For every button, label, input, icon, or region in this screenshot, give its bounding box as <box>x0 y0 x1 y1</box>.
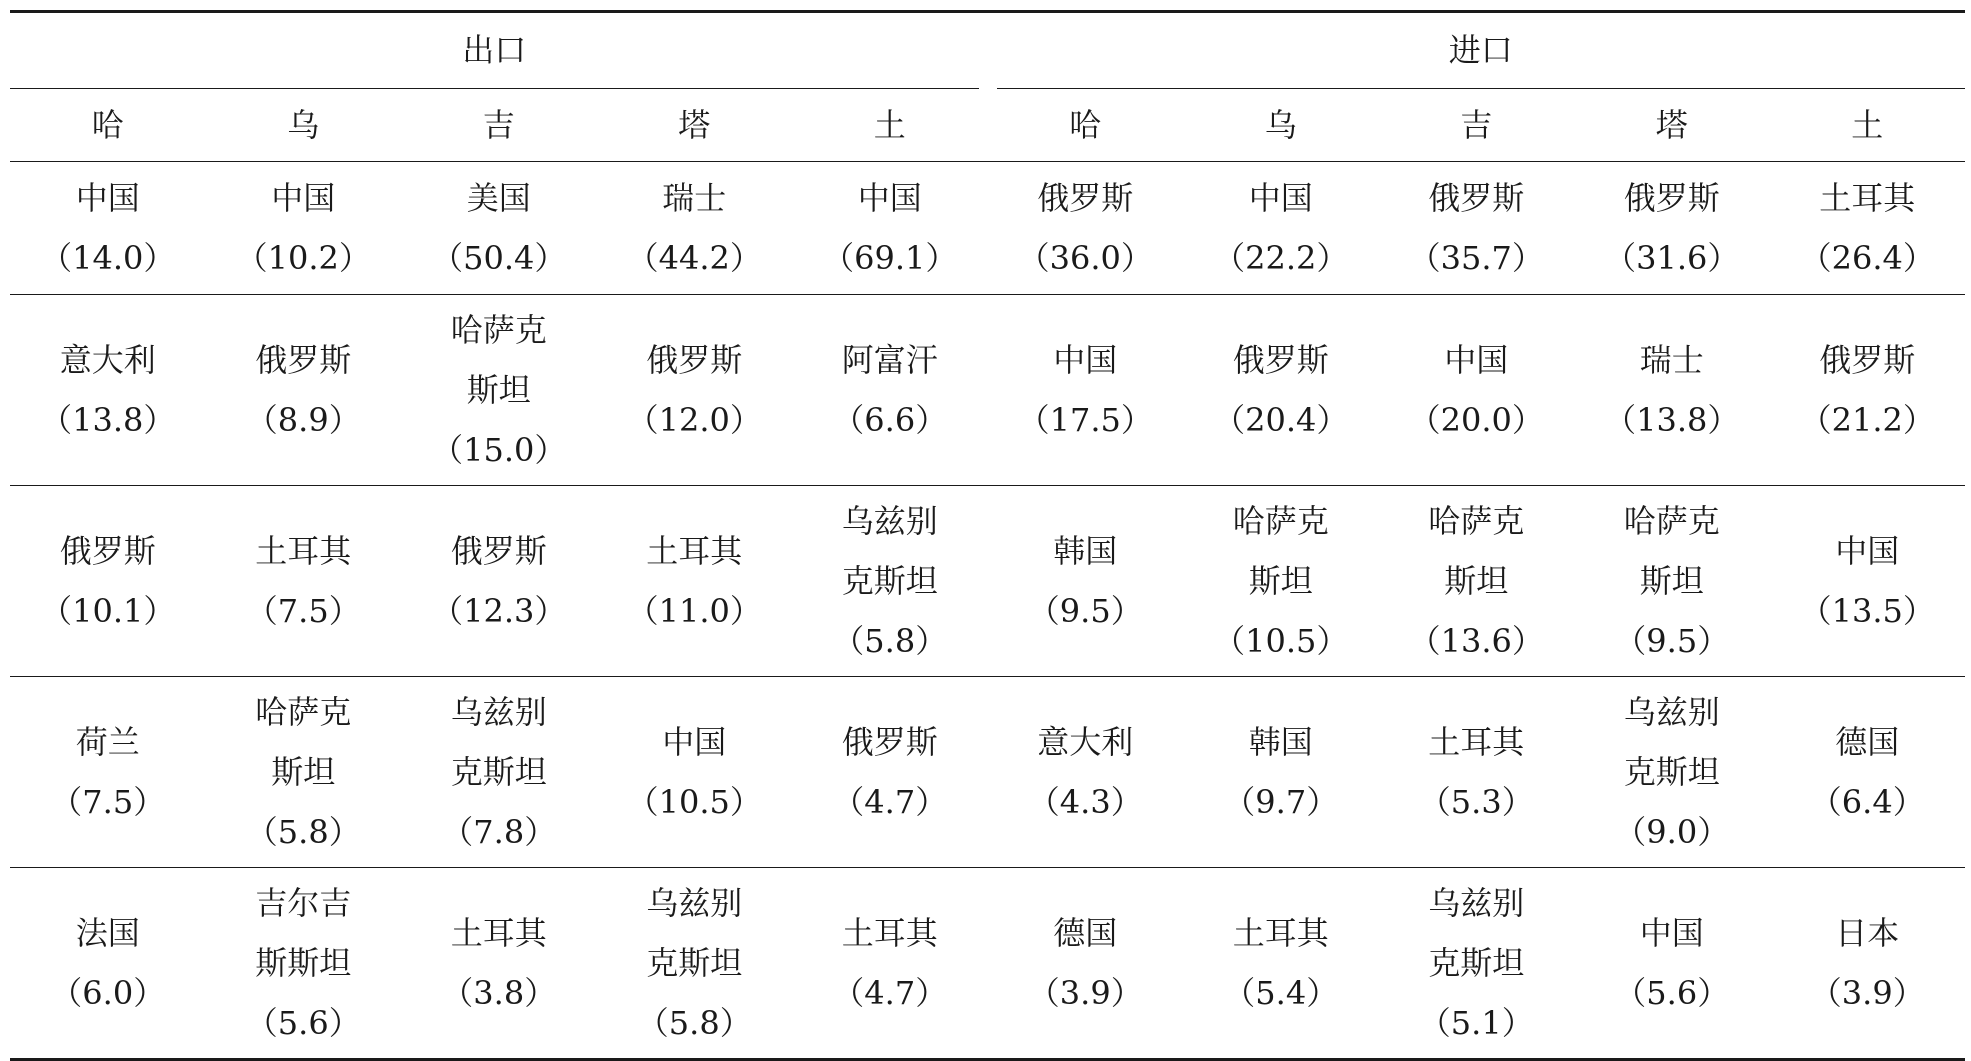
partner-country: 瑞士 <box>662 179 727 217</box>
share-value: （10.1） <box>40 592 176 630</box>
table-cell <box>206 295 402 486</box>
partner-country: 日本 <box>1835 914 1900 952</box>
partner-country: 土耳其 <box>255 532 352 570</box>
table-cell <box>1770 677 1966 868</box>
partner-country: 中国 <box>857 179 922 217</box>
share-value: （22.2） <box>1213 239 1349 277</box>
share-value: （44.2） <box>626 239 762 277</box>
column-header: 吉 <box>401 89 597 162</box>
share-value: （5.6） <box>1614 974 1730 1012</box>
share-value: （11.0） <box>626 592 762 630</box>
column-header: 哈 <box>988 89 1184 162</box>
partner-country: 阿富汗 <box>841 341 938 379</box>
table-cell <box>1574 677 1770 868</box>
country-header-row <box>10 89 1965 162</box>
table-row <box>10 486 1965 677</box>
share-value: （4.7） <box>832 783 948 821</box>
partner-country: 美国 <box>466 179 531 217</box>
table-cell <box>401 677 597 868</box>
table-row <box>10 868 1965 1060</box>
table-cell <box>10 162 206 295</box>
share-value: （5.8） <box>245 813 361 851</box>
partner-country: 德国 <box>1053 914 1118 952</box>
partner-country: 土耳其 <box>841 914 938 952</box>
table-cell <box>792 868 988 1060</box>
share-value: （10.5） <box>626 783 762 821</box>
share-value: （5.4） <box>1223 974 1339 1012</box>
table-cell <box>988 677 1184 868</box>
table-row <box>10 677 1965 868</box>
partner-country: 乌兹别 克斯坦 <box>450 693 547 791</box>
share-value: （13.8） <box>40 401 176 439</box>
share-value: （6.6） <box>832 401 948 439</box>
share-value: （17.5） <box>1017 401 1153 439</box>
share-value: （5.8） <box>636 1004 752 1042</box>
table-cell <box>597 295 793 486</box>
share-value: （13.5） <box>1799 592 1935 630</box>
share-value: （9.5） <box>1027 592 1143 630</box>
table-cell <box>206 868 402 1060</box>
share-value: （4.3） <box>1027 783 1143 821</box>
partner-country: 俄罗斯 <box>59 532 156 570</box>
share-value: （5.3） <box>1418 783 1534 821</box>
table-cell <box>1770 295 1966 486</box>
share-value: （26.4） <box>1799 239 1935 277</box>
table-cell <box>792 162 988 295</box>
share-value: （20.4） <box>1213 401 1349 439</box>
table-cell <box>1770 162 1966 295</box>
share-value: （9.0） <box>1614 813 1730 851</box>
table-row <box>10 162 1965 295</box>
table-cell <box>10 486 206 677</box>
share-value: （13.6） <box>1408 622 1544 660</box>
group-header-row <box>10 12 1965 90</box>
partner-country: 中国 <box>1248 179 1313 217</box>
column-header: 吉 <box>1379 89 1575 162</box>
share-value: （5.1） <box>1418 1004 1534 1042</box>
partner-country: 哈萨克 斯坦 <box>1428 502 1525 600</box>
table-cell <box>401 486 597 677</box>
table-cell <box>1183 868 1379 1060</box>
share-value: （15.0） <box>431 431 567 469</box>
table-cell <box>597 868 793 1060</box>
partner-country: 中国 <box>662 723 727 761</box>
table-cell <box>401 162 597 295</box>
table-cell <box>1574 486 1770 677</box>
table-cell <box>10 295 206 486</box>
column-header: 乌 <box>1183 89 1379 162</box>
table-cell <box>988 295 1184 486</box>
table-cell <box>1379 486 1575 677</box>
partner-country: 俄罗斯 <box>1037 179 1134 217</box>
column-header: 乌 <box>206 89 402 162</box>
column-header: 土 <box>792 89 988 162</box>
partner-country: 中国 <box>1053 341 1118 379</box>
table-cell <box>1379 677 1575 868</box>
table-body <box>10 162 1965 1060</box>
share-value: （12.3） <box>431 592 567 630</box>
partner-country: 中国 <box>1444 341 1509 379</box>
share-value: （7.5） <box>245 592 361 630</box>
partner-country: 土耳其 <box>1232 914 1329 952</box>
share-value: （9.7） <box>1223 783 1339 821</box>
share-value: （7.5） <box>50 783 166 821</box>
partner-country: 土耳其 <box>1819 179 1916 217</box>
share-value: （5.8） <box>832 622 948 660</box>
table-cell <box>1183 295 1379 486</box>
share-value: （3.9） <box>1809 974 1925 1012</box>
share-value: （31.6） <box>1604 239 1740 277</box>
partner-country: 乌兹别 克斯坦 <box>841 502 938 600</box>
table-cell <box>792 677 988 868</box>
table-cell <box>401 868 597 1060</box>
share-value: （20.0） <box>1408 401 1544 439</box>
table-cell <box>206 677 402 868</box>
share-value: （8.9） <box>245 401 361 439</box>
table-cell <box>1183 486 1379 677</box>
share-value: （6.4） <box>1809 783 1925 821</box>
table-cell <box>988 162 1184 295</box>
partner-country: 中国 <box>1639 914 1704 952</box>
table-cell <box>988 868 1184 1060</box>
share-value: （9.5） <box>1614 622 1730 660</box>
share-value: （5.6） <box>245 1004 361 1042</box>
table-cell <box>597 677 793 868</box>
table-cell <box>1183 162 1379 295</box>
partner-country: 土耳其 <box>1428 723 1525 761</box>
share-value: （21.2） <box>1799 401 1935 439</box>
table-cell <box>1183 677 1379 868</box>
trade-partners-table <box>10 10 1965 1061</box>
import-group-header <box>988 12 1966 90</box>
column-header: 塔 <box>1574 89 1770 162</box>
share-value: （3.9） <box>1027 974 1143 1012</box>
partner-country: 俄罗斯 <box>255 341 352 379</box>
partner-country: 俄罗斯 <box>1232 341 1329 379</box>
partner-country: 乌兹别 克斯坦 <box>646 884 743 982</box>
partner-country: 中国 <box>271 179 336 217</box>
partner-country: 法国 <box>75 914 140 952</box>
partner-country: 乌兹别 克斯坦 <box>1623 693 1720 791</box>
share-value: （3.8） <box>441 974 557 1012</box>
partner-country: 俄罗斯 <box>450 532 547 570</box>
share-value: （35.7） <box>1408 239 1544 277</box>
share-value: （69.1） <box>822 239 958 277</box>
table-cell <box>597 162 793 295</box>
partner-country: 俄罗斯 <box>646 341 743 379</box>
share-value: （4.7） <box>832 974 948 1012</box>
partner-country: 俄罗斯 <box>1428 179 1525 217</box>
share-value: （50.4） <box>431 239 567 277</box>
partner-country: 荷兰 <box>75 723 140 761</box>
table-cell <box>792 486 988 677</box>
table-cell <box>1379 162 1575 295</box>
share-value: （12.0） <box>626 401 762 439</box>
partner-country: 中国 <box>1835 532 1900 570</box>
partner-country: 俄罗斯 <box>1819 341 1916 379</box>
table-cell <box>1379 295 1575 486</box>
partner-country: 哈萨克 斯坦 <box>255 693 352 791</box>
table-cell <box>1574 295 1770 486</box>
table-cell <box>1770 868 1966 1060</box>
table-cell <box>597 486 793 677</box>
table-cell <box>1574 162 1770 295</box>
share-value: （10.2） <box>235 239 371 277</box>
column-header: 土 <box>1770 89 1966 162</box>
table-cell <box>792 295 988 486</box>
table-cell <box>1574 868 1770 1060</box>
partner-country: 意大利 <box>1037 723 1134 761</box>
share-value: （36.0） <box>1017 239 1153 277</box>
partner-country: 土耳其 <box>450 914 547 952</box>
export-group-label: 出口 <box>10 13 979 89</box>
share-value: （10.5） <box>1213 622 1349 660</box>
partner-country: 韩国 <box>1248 723 1313 761</box>
partner-country: 中国 <box>75 179 140 217</box>
partner-country: 俄罗斯 <box>841 723 938 761</box>
partner-country: 俄罗斯 <box>1623 179 1720 217</box>
export-group-header <box>10 12 988 90</box>
column-header: 塔 <box>597 89 793 162</box>
table-row <box>10 295 1965 486</box>
table-cell <box>1379 868 1575 1060</box>
column-header: 哈 <box>10 89 206 162</box>
table-cell <box>401 295 597 486</box>
table-cell <box>10 677 206 868</box>
partner-country: 乌兹别 克斯坦 <box>1428 884 1525 982</box>
table-cell <box>988 486 1184 677</box>
partner-country: 意大利 <box>59 341 156 379</box>
table-cell <box>206 162 402 295</box>
share-value: （7.8） <box>441 813 557 851</box>
share-value: （14.0） <box>40 239 176 277</box>
partner-country: 土耳其 <box>646 532 743 570</box>
table-cell <box>10 868 206 1060</box>
trade-partners-table-container <box>10 10 1965 1061</box>
partner-country: 吉尔吉 斯斯坦 <box>255 884 352 982</box>
table-cell <box>1770 486 1966 677</box>
partner-country: 韩国 <box>1053 532 1118 570</box>
partner-country: 哈萨克 斯坦 <box>1623 502 1720 600</box>
partner-country: 哈萨克 斯坦 <box>1232 502 1329 600</box>
table-cell <box>206 486 402 677</box>
partner-country: 哈萨克 斯坦 <box>450 311 547 409</box>
partner-country: 瑞士 <box>1639 341 1704 379</box>
share-value: （13.8） <box>1604 401 1740 439</box>
import-group-label: 进口 <box>997 13 1966 89</box>
share-value: （6.0） <box>50 974 166 1012</box>
partner-country: 德国 <box>1835 723 1900 761</box>
